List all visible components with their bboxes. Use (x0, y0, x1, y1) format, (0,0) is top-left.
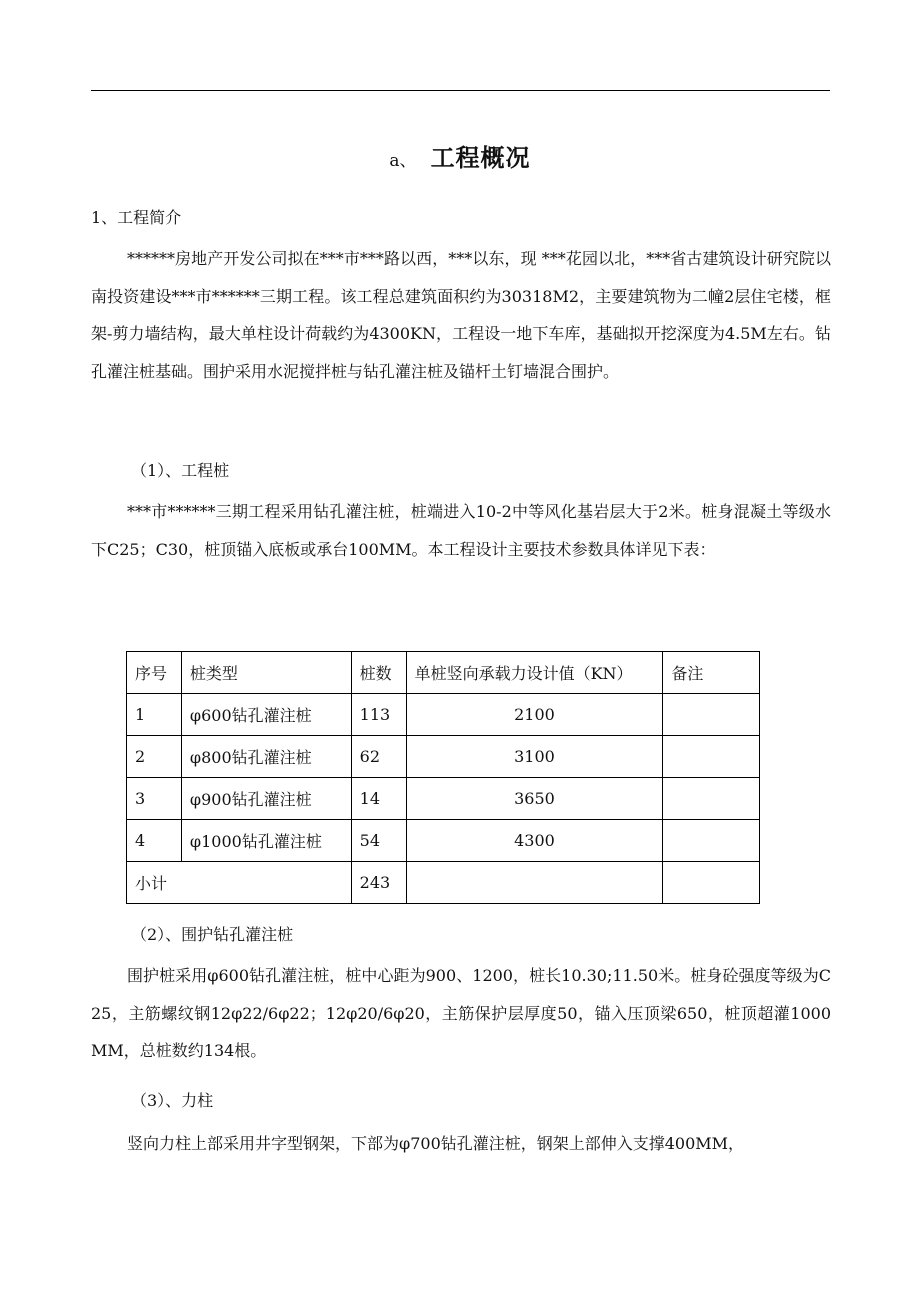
cell-no: 2 (127, 736, 182, 778)
cell-note (663, 778, 760, 820)
cell-count: 113 (351, 694, 406, 736)
section-1-title: 1、工程简介 (91, 208, 182, 227)
cell-type: φ900钻孔灌注桩 (181, 778, 351, 820)
cell-capacity: 3100 (406, 736, 663, 778)
cell-type: φ600钻孔灌注桩 (181, 694, 351, 736)
cell-count: 14 (351, 778, 406, 820)
table-row (127, 694, 760, 736)
page-title (0, 140, 920, 179)
cell-capacity: 3650 (406, 778, 663, 820)
cell-type: φ800钻孔灌注桩 (181, 736, 351, 778)
title-text: 工程概况 (430, 144, 531, 172)
header-cell: 桩类型 (181, 652, 351, 694)
cell-capacity: 2100 (406, 694, 663, 736)
cell-note (663, 820, 760, 862)
cell-count: 54 (351, 820, 406, 862)
section-1-intro: ******房地产开发公司拟在***市***路以西，***以东，现 ***花园以北，***省古建筑设计研究院以南投资建设***市******三期工程。该工程总建筑面积约为30318M2，主要建筑物为二幢2层住宅楼，框架-剪力墙结构，最大单柱设计荷载约为4300KN，工程设一地下车库，基础拟开挖深度为4.5M左右。钻孔灌注桩基础。围护采用水泥搅拌桩与钻孔灌注桩及锚杆土钉墙混合围护。 (91, 249, 831, 381)
cell-capacity (406, 862, 663, 904)
table-header-row (127, 652, 760, 694)
subtotal-count: 243 (351, 862, 406, 904)
table-row (127, 820, 760, 862)
part-3-title: （3）、力柱 (131, 1091, 214, 1110)
part-2-body: 围护桩采用φ600钻孔灌注桩，桩中心距为900、1200，桩长10.30;11.50米。桩身砼强度等级为C25，主筋螺纹钢12φ22/6φ22；12φ20/6φ20，主筋保护层厚度50，锚入压顶梁650，桩顶超灌1000MM，总桩数约134根。 (91, 966, 831, 1060)
part-1-body: ***市******三期工程采用钻孔灌注桩，桩端进入10-2中等风化基岩层大于2米。桩身混凝土等级水下C25；C30，桩顶锚入底板或承台100MM。本工程设计主要技术参数具体详见下表： (91, 502, 831, 559)
cell-no: 4 (127, 820, 182, 862)
table-row (127, 736, 760, 778)
cell-count: 62 (351, 736, 406, 778)
subtotal-label: 小计 (127, 862, 352, 904)
cell-note (663, 862, 760, 904)
pile-parameter-table (126, 651, 760, 904)
part-1-title: （1）、工程桩 (131, 461, 230, 480)
table-subtotal-row (127, 862, 760, 904)
title-prefix: a、 (389, 151, 417, 171)
header-cell: 单桩竖向承载力设计值（KN） (406, 652, 663, 694)
cell-no: 3 (127, 778, 182, 820)
header-cell: 序号 (127, 652, 182, 694)
cell-no: 1 (127, 694, 182, 736)
cell-note (663, 736, 760, 778)
part-2-title: （2）、围护钻孔灌注桩 (131, 925, 294, 944)
header-cell: 备注 (663, 652, 760, 694)
cell-capacity: 4300 (406, 820, 663, 862)
table-row (127, 778, 760, 820)
header-cell: 桩数 (351, 652, 406, 694)
part-3-body: 竖向力柱上部采用井字型钢架，下部为φ700钻孔灌注桩，钢架上部伸入支撑400MM， (127, 1134, 745, 1153)
cell-type: φ1000钻孔灌注桩 (181, 820, 351, 862)
cell-note (663, 694, 760, 736)
header-rule (91, 90, 830, 91)
